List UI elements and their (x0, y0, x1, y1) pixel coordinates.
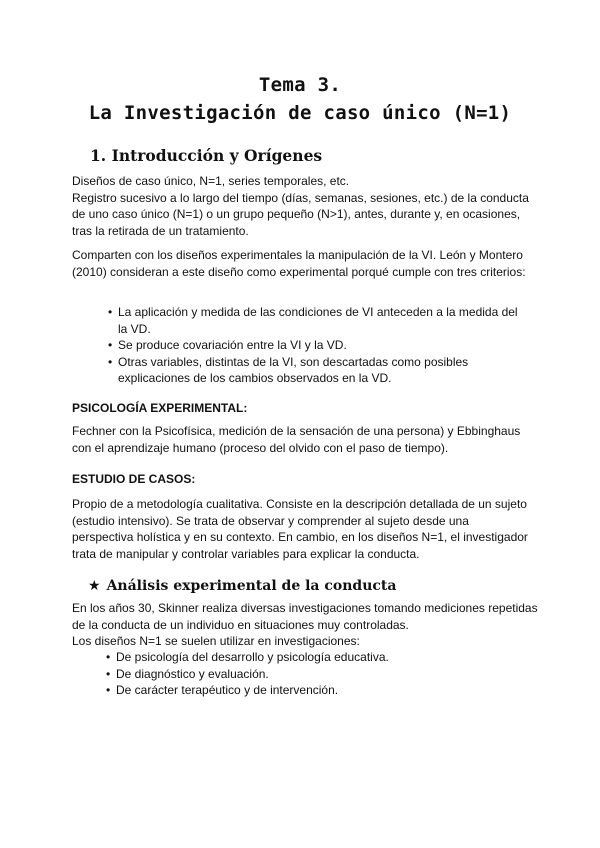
estudio-de-casos-label: ESTUDIO DE CASOS: (72, 472, 196, 486)
list-item: • De diagnóstico y evaluación. (106, 666, 526, 683)
star-icon: ★ (88, 578, 101, 594)
section-heading-introduccion: 1. Introducción y Orígenes (90, 146, 323, 165)
intro-block (72, 173, 532, 239)
list-item: • Se produce covariación entre la VI y la VD. (108, 337, 528, 354)
title-line-1: Tema 3. (258, 74, 342, 96)
list-item: • De psicología del desarrollo y psicología educativa. (106, 649, 526, 666)
uses-intro: Los diseños N=1 se suelen utilizar en investigaciones: (72, 634, 360, 648)
intro-line-2: Registro sucesivo a lo largo del tiempo (días, semanas, sesiones, etc.) de la conducta de uno caso único (N=1) o un grupo pequeño (N>1), antes, durante y, en ocasiones, tras la retirada de un tratamiento. (72, 190, 529, 238)
criteria-list (108, 304, 528, 387)
list-item: • La aplicación y medida de las condiciones de VI anteceden a la medida del la VD. (108, 304, 528, 337)
title-line-2: La Investigación de caso único (N=1) (88, 102, 512, 124)
psicologia-experimental-text: Fechner con la Psicofísica, medición de la sensación de una persona) y Ebbinghaus con el aprendizaje humano (proceso del olvido con el paso de tiempo). (72, 424, 521, 455)
uses-list (106, 649, 526, 699)
psicologia-experimental-label: PSICOLOGÍA EXPERIMENTAL: (72, 401, 248, 415)
analisis-block (72, 600, 542, 650)
analisis-heading-text: Análisis experimental de la conducta (106, 578, 397, 594)
estudio-de-casos-text: Propio de a metodología cualitativa. Consiste en la descripción detallada de un sujeto (estudio intensivo). Se trata de observar y comprender al sujeto desde una perspectiva holística y en su contexto. En cambio, en los diseños N=1, el investigador trata de manipular y controlar variables para explicar la conducta. (72, 497, 528, 561)
intro-line-1: Diseños de caso único, N=1, series temporales, etc. (72, 174, 350, 188)
list-item: • Otras variables, distintas de la VI, son descartadas como posibles explicaciones de los cambios observados en la VD. (108, 354, 528, 387)
list-item: • De carácter terapéutico y de intervención. (106, 682, 526, 699)
section-heading-analisis (88, 578, 396, 594)
criteria-intro-paragraph: Comparten con los diseños experimentales la manipulación de la VI. León y Montero (2010) consideran a este diseño como experimental porqué cumple con tres criterios: (72, 248, 526, 279)
analisis-text: En los años 30, Skinner realiza diversas investigaciones tomando mediciones repetidas de la conducta de un individuo en situaciones muy controladas. (72, 601, 538, 632)
